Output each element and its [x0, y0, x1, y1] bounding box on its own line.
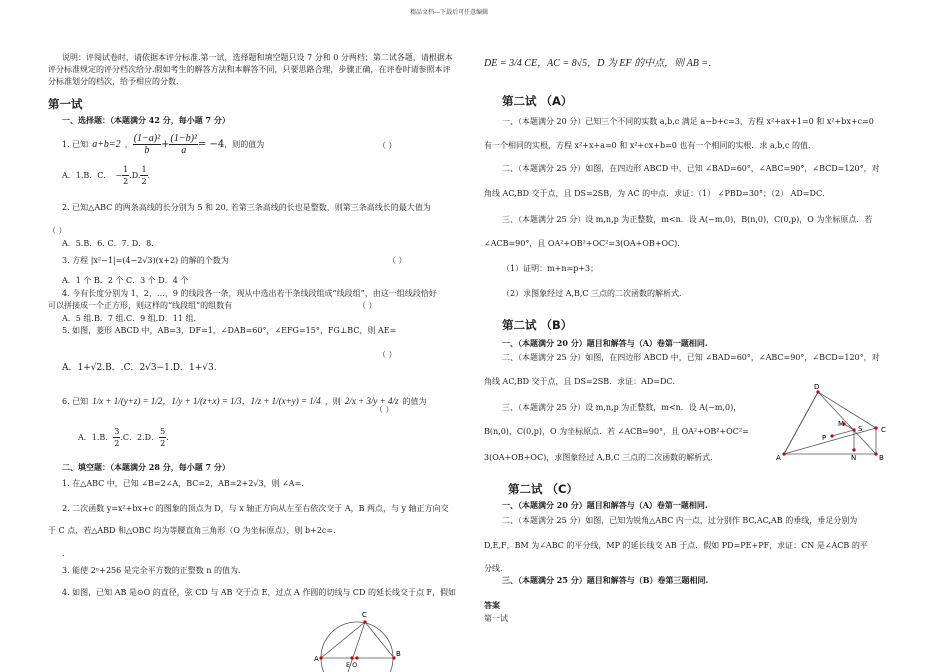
fig1-label-eo: E O: [346, 661, 358, 669]
choice-heading: 一、选择题：（本题满分 42 分，每小题 7 分）: [62, 115, 230, 125]
c-question-3: 三、（本题满分 25 分）题目和解答与（B）卷第三题相同.: [502, 575, 709, 585]
question-4-line-2: 可以拼接成一个正方形，则这样的“线段组”的组数有: [48, 301, 233, 310]
c-question-2: 二、（本题满分 25 分）如图，已知为锐角△ABC 内一点，过分别作 BC,AC,AB 的垂线，垂足分别为: [502, 516, 858, 525]
question-2: 2. 已知△ABC 的两条高线的长分别为 5 和 20, 若第三条高线的长也是整数，则第三条高线长的最大值为: [62, 203, 431, 212]
question-1: 1. 已知 a+b=2 ， $\frac{\text{(1−a)²}}{b}$ + $\frac{\text{(1−b)²}}{a}$ = −4 ，则的值为: [62, 132, 265, 156]
c-question-2-line-3: 分线．: [484, 564, 508, 573]
intro-line-2: 评分标准规定的评分档次给分.假如考生的解答方法和本解答不同，只要思路合理，步骤正确，在评卷时请参照本评: [48, 65, 451, 74]
fig2-label-m: M: [838, 420, 845, 428]
intro-line-3: 分标准划分的档次，给予相应的分数.: [48, 77, 179, 86]
b-question-2-line-2: 角线 AC,BD 交于点，且 DS=2SB．求证：AD=DC．: [484, 377, 681, 386]
question-6-paren: （ ）: [375, 405, 394, 414]
answer-subtitle: 第一试: [484, 614, 508, 623]
c-question-1: 一、（本题满分 20 分）题目和解答与（A）卷第一题相同.: [502, 500, 708, 510]
a-question-3-line-4: （2）求图象经过 A,B,C 三点的二次函数的解析式.: [502, 289, 682, 298]
question-6-options: A．1.B． $\frac{3}{2}$ .C．2.D． $\frac{5}{2}$ .: [78, 426, 169, 448]
fig2-label-c: C: [881, 426, 886, 434]
a-question-3: 三、（本题满分 25 分）设 m,n,p 为正整数，m<n．设 A(−m,0)，B(n,0)，C(0,p)，O 为坐标原点．若: [502, 215, 873, 224]
a-question-3-line-3: （1）证明：m+n=p+3；: [502, 264, 599, 273]
question-2-options: A．5.B．6. C．7. D．8.: [62, 239, 154, 248]
b-question-1: 一、（本题满分 20 分）题目和解答与（A）卷第一题相同.: [502, 338, 708, 348]
fig2-label-n: N: [851, 454, 857, 462]
question-1-options: A．1.B．C． − $\frac{1}{2}$ .D. $\frac{1}{2}$ .: [62, 164, 151, 186]
answer-title: 答案: [484, 600, 500, 610]
intro-line-1: 说明：评阅试卷时，请依据本评分标准.第一试，选择题和填空题只设 7 分和 0 分两档；第二试各题，请根据本: [62, 53, 453, 62]
question-4-paren: （ ）: [358, 301, 377, 310]
fill-question-2-line-2: 于 C 点，若△ABD 和△OBC 均为等腰直角三角形（O 为坐标原点），则 b+2c=．: [48, 526, 342, 535]
question-1-paren: （ ）: [378, 141, 397, 150]
b-question-2: 二、（本题满分 25 分）如图，在四边形 ABCD 中，已知 ∠BAD=60°，∠ABC=90°，∠BCD=120°，对: [502, 353, 880, 362]
question-5-options: A．1+√2.B．.C．2√3−1.D．1+√3.: [62, 363, 217, 373]
a-question-2-line-2: 角线 AC,BD 交于点，且 DS=2SB，为 AC 的中点．求证：（1） ∠PBD=30°；（2） AD=DC．: [484, 189, 831, 198]
fill-heading: 二、填空题：（本题满分 28 分，每小题 7 分）: [62, 462, 230, 472]
fill-question-3: 3. 能使 2ⁿ+256 是完全平方数的正整数 n 的值为.: [62, 566, 241, 575]
fig1-label-c: C: [362, 611, 367, 619]
fig2-label-p: P: [822, 434, 827, 442]
circle-figure: [310, 606, 410, 672]
right-top-line: DE = 3/4 CE，AC = 8√5，D 为 EF 的中点，则 AB =．: [484, 58, 719, 69]
question-5-paren: （ ）: [378, 350, 397, 359]
fig1-label-a: A: [314, 655, 319, 663]
question-3-paren: （ ）: [388, 256, 407, 265]
b-question-3: 三、（本题满分 25 分）设 m,n,p 为正整数，m<n．设 A(−m,0)，: [502, 403, 742, 412]
c-question-2-line-2: D,E,F，BM 为∠ABC 的平分线，MP 的延长线交 AB 于点．假如 PD=PE+PF，求证：CN 是∠ACB 的平: [484, 541, 868, 550]
fig2-label-s: S: [858, 425, 863, 433]
question-3-options: A．1 个 B．2 个 C．3 个 D．4 个: [62, 276, 189, 285]
a-question-2: 二、（本题满分 25 分）如图，在四边形 ABCD 中，已知 ∠BAD=60°，∠ABC=90°，∠BCD=120°，对: [502, 164, 880, 173]
question-6: 6. 已知 1/x + 1/(y+z) = 1/2，1/y + 1/(z+x) = 1/3，1/z + 1/(x+y) = 1/4 ，则 2/x + 3/y + 4/z 的值为: [62, 395, 427, 406]
question-4-line-1: 4. 今有长度分别为 1，2，…，9 的线段各一条，现从中选出若干条线段组成“线段组”，由这一组线段恰好: [62, 289, 437, 298]
section-title-second-c: 第二试 （C）: [508, 482, 578, 496]
fill-question-4: 4. 如图，已知 AB 是⊙O 的直径，弦 CD 与 AB 交于点 E，过点 A 作圆的切线与 CD 的延长线交于点 F，假如: [62, 588, 457, 597]
fig2-label-b: B: [879, 454, 884, 462]
a-question-1: 一、（本题满分 20 分）已知三个不同的实数 a,b,c 满足 a−b+c=3，方程 x²+ax+1=0 和 x²+bx+c=0: [502, 117, 874, 126]
fill-question-2-line-1: 2. 二次函数 y=x²+bx+c 的图象的顶点为 D，与 x 轴正方向从左至右依次交于 A，B 两点，与 y 轴正方向交: [62, 504, 449, 513]
question-2-paren: （ ）: [48, 226, 67, 235]
question-3: 3. 方程 |x²−1|=(4−2√3)(x+2) 的解的个数为: [62, 256, 229, 265]
section-title-second-a: 第二试 （A）: [502, 94, 573, 108]
fig2-label-a: A: [776, 454, 781, 462]
page-header: 精品文档---下载后可任意编辑: [410, 9, 489, 16]
fig1-label-b: B: [396, 650, 401, 658]
question-5: 5. 如图，菱形 ABCD 中，AB=3，DF=1，∠DAB=60°，∠EFG=15°，FG⊥BC，则 AE=: [62, 326, 397, 335]
b-question-3-line-2: B(n,0)，C(0,p)，O 为坐标原点．若 ∠ACB=90°，且 OA²+OB²+OC²=: [484, 427, 749, 436]
b-question-3-line-3: 3(OA+OB+OC)，求图象经过 A,B,C 三点的二次函数的解析式.: [484, 453, 713, 462]
question-4-options: A．5 组.B．7 组.C．9 组.D．11 组.: [62, 314, 196, 323]
fill-question-2-dot: .: [62, 549, 65, 558]
section-title-second-b: 第二试 （B）: [502, 318, 573, 332]
a-question-3-line-2: ∠ACB=90°，且 OA²+OB²+OC²=3(OA+OB+OC)．: [484, 239, 686, 248]
quadrilateral-figure: [772, 380, 902, 466]
section-title-first: 第一试: [48, 97, 83, 111]
fill-question-1: 1. 在△ABC 中，已知 ∠B=2∠A，BC=2，AB=2+2√3，则 ∠A=．: [62, 479, 310, 488]
fig2-label-d: D: [814, 383, 820, 391]
a-question-1-line-2: 有一个相同的实根，方程 x²+x+a=0 和 x²+cx+b=0 也有一个相同的实根．求 a,b,c 的值.: [484, 141, 811, 150]
